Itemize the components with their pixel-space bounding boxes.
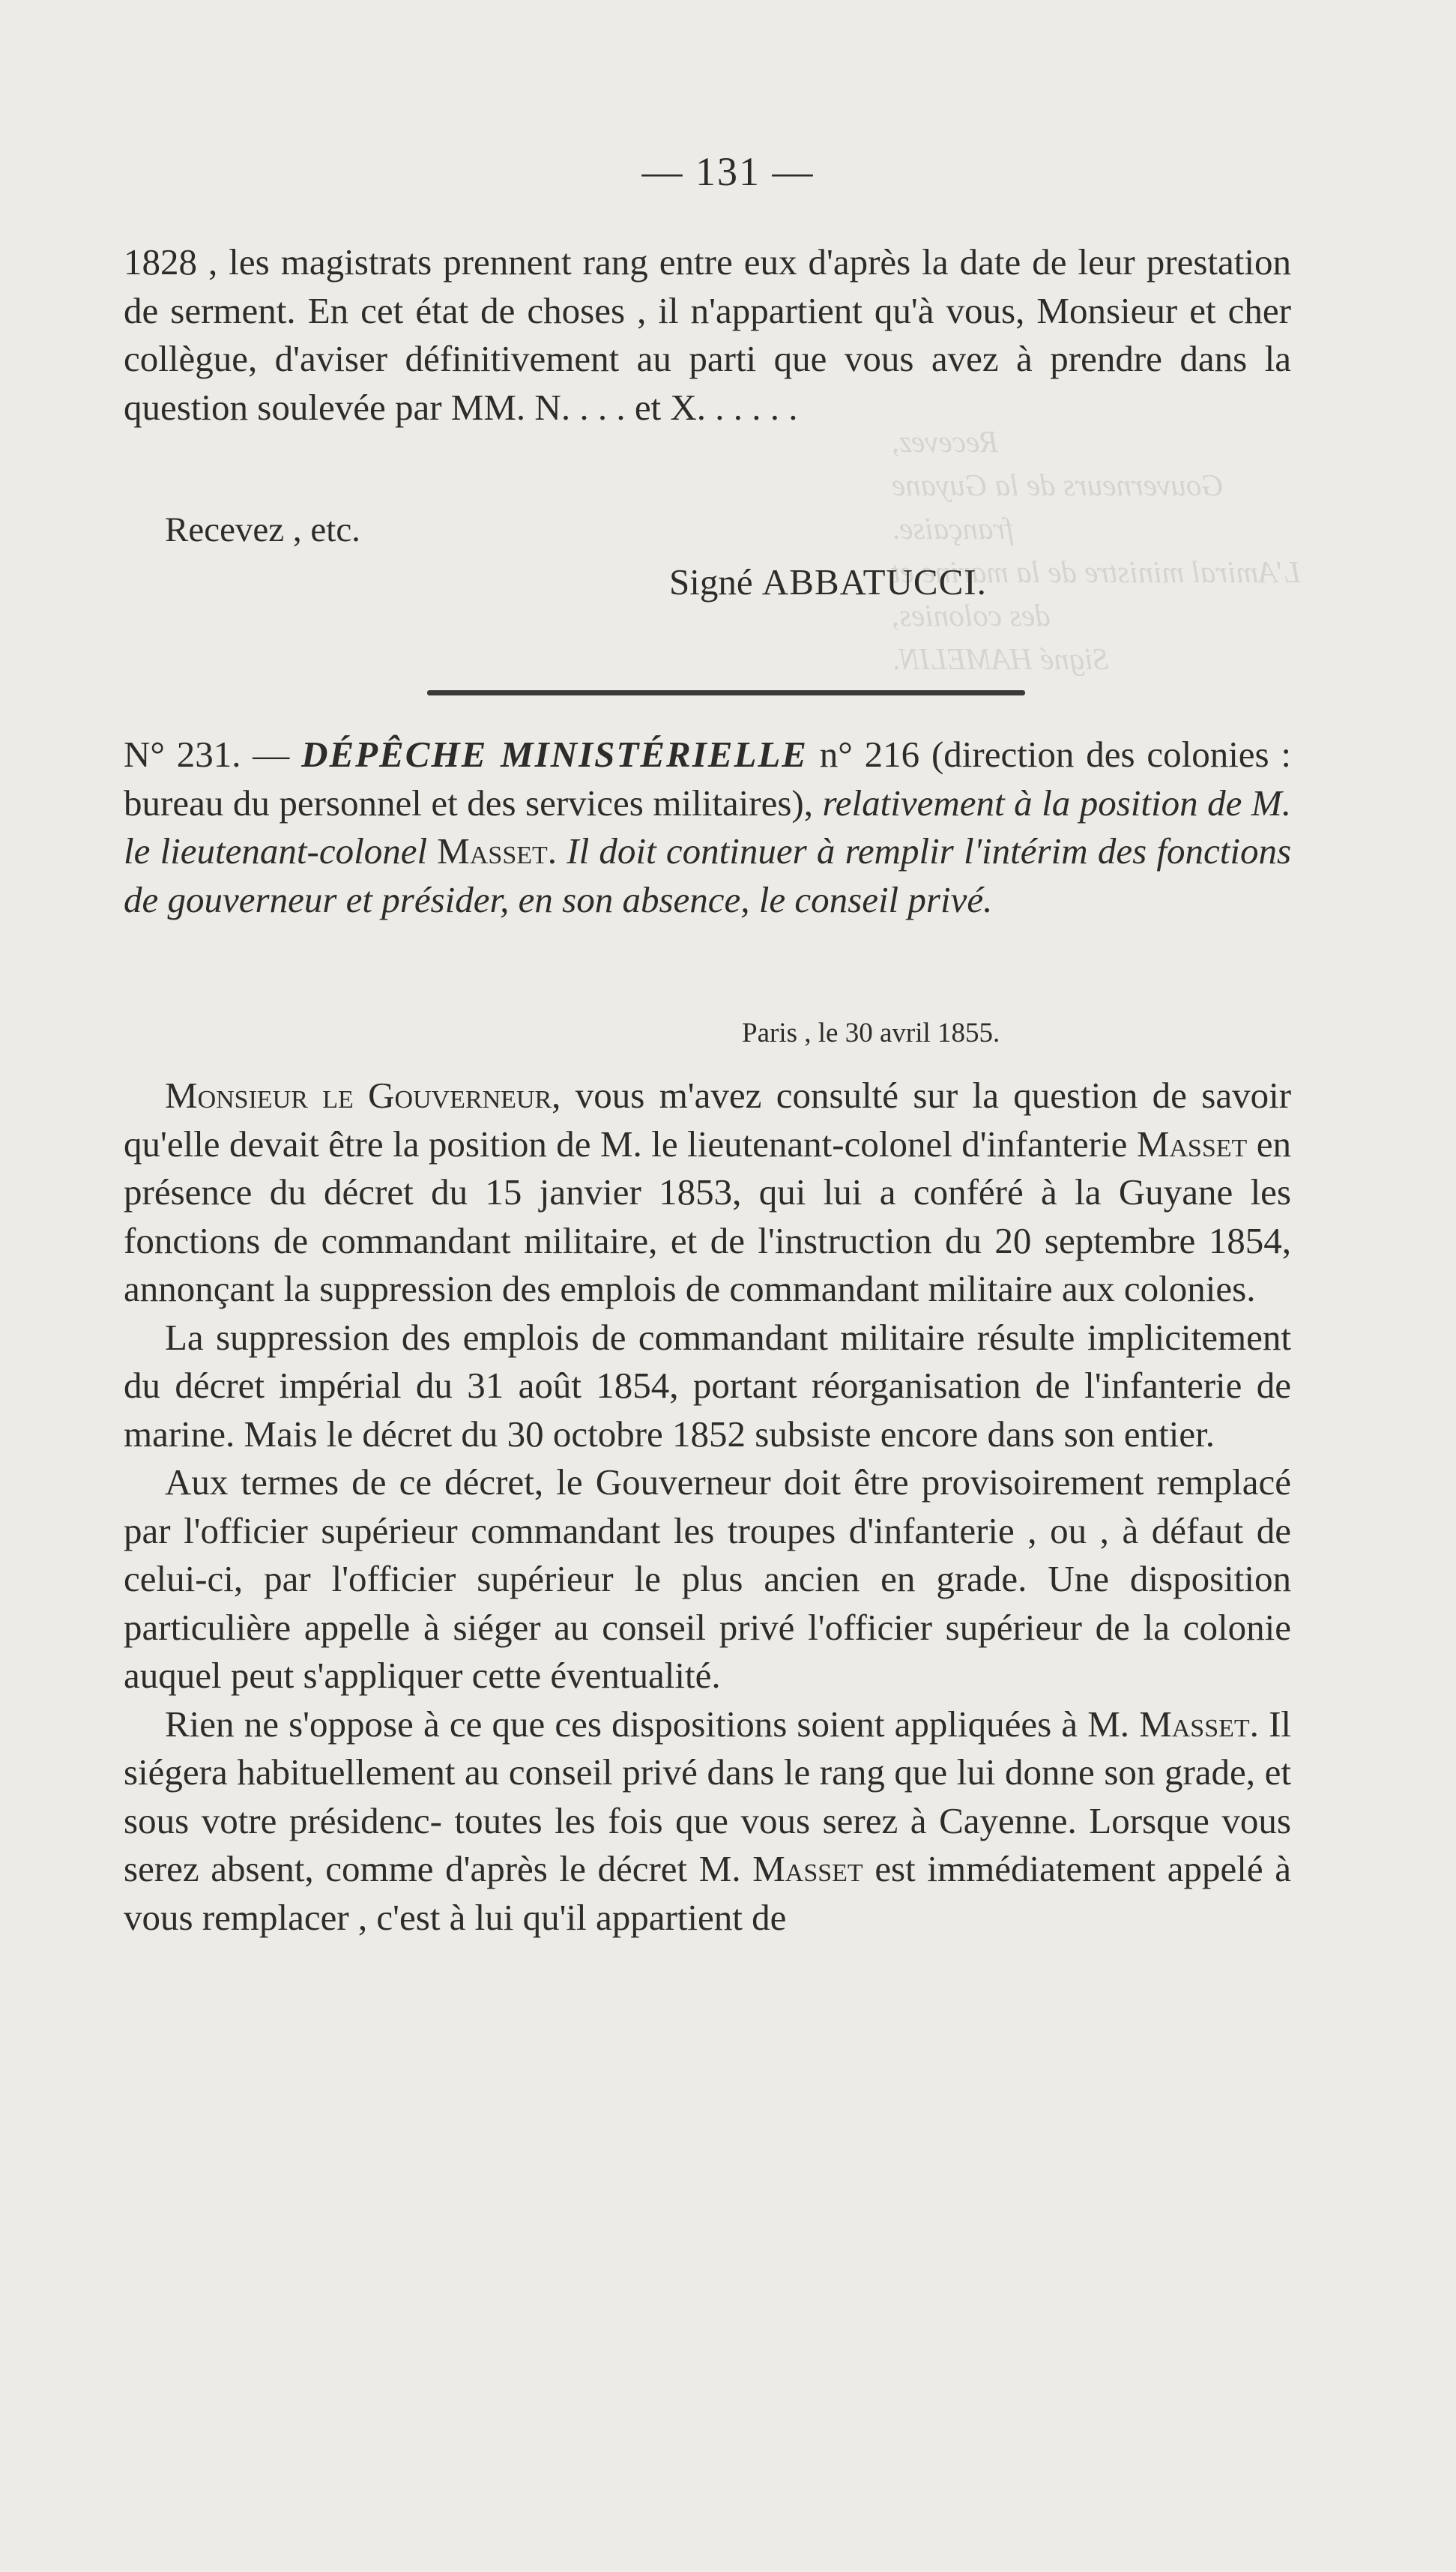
dispatch-name: Masset. (437, 830, 558, 872)
section-divider (427, 690, 1025, 695)
bleed-line: Recevez, (892, 424, 999, 459)
body-paragraph (124, 1700, 1291, 1942)
signature-line (669, 561, 987, 603)
page-number: — 131 — (641, 149, 815, 194)
body-text: Rien ne s'oppose à ce que ces dispositions soient appliquées à M. (165, 1703, 1130, 1745)
bleed-through-text (892, 420, 1311, 674)
bleed-line: L'Amiral ministre de la marine et des colonies, (892, 555, 1301, 633)
person-name: Masset (752, 1848, 863, 1889)
place-date: Paris , le 30 avril 1855. (742, 1018, 1000, 1048)
bleed-line: Signé HAMELIN. (892, 642, 1109, 676)
signature-name: ABBATUCCI. (761, 561, 987, 603)
letter-body (124, 1072, 1291, 1942)
dispatch-title: DÉPÊCHE MINISTÉRIELLE (301, 734, 808, 775)
body-text: Il siégera habituellement au conseil privé dans le rang que lui donne son grade, et sous votre présidenc- toutes les fois que vous serez à Cayenne. Lorsque vous serez absent, comme d'après le décret M. (124, 1703, 1292, 1889)
person-name: Masset (1136, 1123, 1248, 1165)
closing-salutation: Recevez , etc. (165, 510, 360, 549)
signature-label: Signé (669, 561, 753, 603)
person-name: Masset. (1139, 1703, 1259, 1745)
dispatch-summary-b: Il doit continuer à remplir l'intérim des fonctions de gouverneur et présider, en son absence, le conseil privé. (124, 830, 1292, 920)
body-paragraph (124, 1072, 1291, 1314)
dispatch-summary-a: relativement à la position de M. le lieutenant-colonel (124, 782, 1291, 872)
body-text: est immédiatement appelé à vous remplacer , c'est à lui qu'il appartient de (124, 1848, 1292, 1938)
bleed-line: Gouverneurs de la Guyane française. (892, 468, 1224, 546)
dispatch-details: n° 216 (direction des colonies : bureau du personnel et des services militaires), (124, 734, 1292, 824)
salutation: Monsieur le Gouverneur, (165, 1075, 561, 1116)
dispatch-heading (124, 731, 1291, 924)
body-text: en présence du décret du 15 janvier 1853, qui lui a conféré à la Guyane les fonctions de commandant militaire, et de l'instruction du 20 septembre 1854, annonçant la suppression des emplois de commandant militaire aux colonies. (124, 1123, 1292, 1309)
body-text: vous m'avez consulté sur la question de savoir qu'elle devait être la position de M. le lieutenant-colonel d'infanterie (124, 1075, 1292, 1165)
paragraph-continuation: 1828 , les magistrats prennent rang entre eux d'après la date de leur prestation de serment. En cet état de choses , il n'appartient qu'à vous, Monsieur et cher collègue, d'aviser définitivement au parti que vous avez à prendre dans la question soulevée par MM. N. . . . et X. . . . . . (124, 241, 1291, 428)
body-paragraph: La suppression des emplois de commandant militaire résulte implicitement du décret impérial du 31 août 1854, portant réorganisation de l'infanterie de marine. Mais le décret du 30 octobre 1852 subsiste encore dans son entier. (124, 1316, 1291, 1455)
body-paragraph: Aux termes de ce décret, le Gouverneur doit être provisoirement remplacé par l'officier supérieur commandant les troupes d'infanterie , ou , à défaut de celui-ci, par l'officier supérieur le plus ancien en grade. Une disposition particulière appelle à siéger au conseil privé l'officier supérieur de la colonie auquel peut s'appliquer cette éventualité. (124, 1461, 1291, 1696)
dispatch-number: N° 231. — (124, 734, 290, 775)
